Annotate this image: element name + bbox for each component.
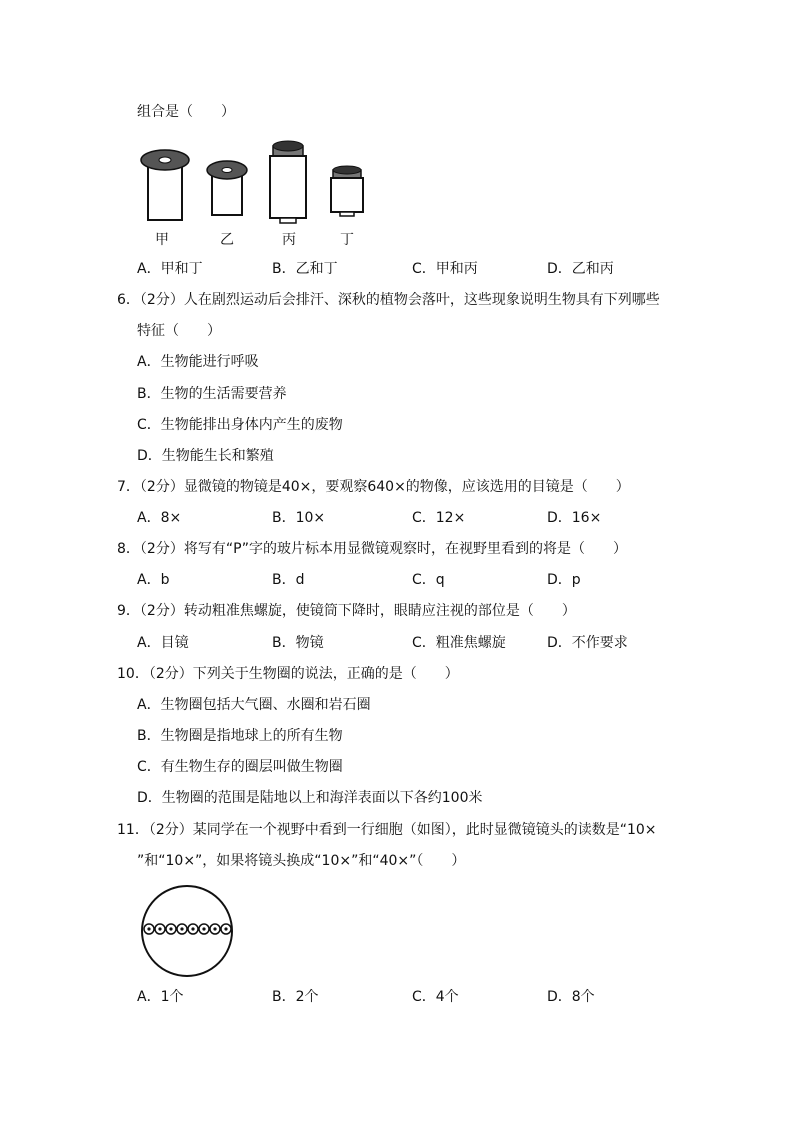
q7-option-d[interactable]: D．16× xyxy=(547,510,602,526)
q8-option-b[interactable]: B．d xyxy=(272,572,305,588)
q5-option-d[interactable]: D．乙和丙 xyxy=(547,261,614,277)
q8-option-a[interactable]: A．b xyxy=(137,572,170,588)
q11-microscope-field-figure xyxy=(140,884,234,978)
lens-bing-illustration xyxy=(270,141,306,223)
q11-stem-line1: 11．（2分）某同学在一个视野中看到一行细胞（如图），此时显微镜镜头的读数是“10× xyxy=(117,822,657,838)
q6-option-b[interactable]: B．生物的生活需要营养 xyxy=(137,386,287,402)
q9-option-a[interactable]: A．目镜 xyxy=(137,635,189,651)
lens-yi-illustration xyxy=(207,161,247,215)
q9-option-d[interactable]: D．不作要求 xyxy=(547,635,628,651)
q6-option-c[interactable]: C．生物能排出身体内产生的废物 xyxy=(137,417,343,433)
q6-stem-line2: 特征（ ） xyxy=(137,323,221,339)
q11-option-a[interactable]: A．1个 xyxy=(137,989,184,1005)
q11-stem-line2: ”和“10×”，如果将镜头换成“10×”和“40×”（ ） xyxy=(137,853,466,869)
q8-option-d[interactable]: D．p xyxy=(547,572,581,588)
q7-option-a[interactable]: A．8× xyxy=(137,510,182,526)
q6-stem-line1: 6．（2分）人在剧烈运动后会排汗、深秋的植物会落叶，这些现象说明生物具有下列哪些 xyxy=(117,292,660,308)
q7-option-c[interactable]: C．12× xyxy=(412,510,466,526)
q11-option-b[interactable]: B．2个 xyxy=(272,989,319,1005)
q6-option-d[interactable]: D．生物能生长和繁殖 xyxy=(137,448,274,464)
lens-jia-illustration xyxy=(141,150,189,220)
q5-option-c[interactable]: C．甲和丙 xyxy=(412,261,478,277)
lens-label-yi: 乙 xyxy=(220,232,234,248)
lens-label-ding: 丁 xyxy=(340,232,354,248)
q10-option-c[interactable]: C．有生物生存的圈层叫做生物圈 xyxy=(137,759,343,775)
q5-option-a[interactable]: A．甲和丁 xyxy=(137,261,203,277)
q6-option-a[interactable]: A．生物能进行呼吸 xyxy=(137,354,259,370)
q9-option-b[interactable]: B．物镜 xyxy=(272,635,324,651)
q7-option-b[interactable]: B．10× xyxy=(272,510,326,526)
lens-ding-illustration xyxy=(331,166,363,216)
q7-stem: 7．（2分）显微镜的物镜是40×，要观察640×的物像，应该选用的目镜是（ ） xyxy=(117,479,630,495)
q8-stem: 8．（2分）将写有“P”字的玻片标本用显微镜观察时，在视野里看到的将是（ ） xyxy=(117,541,628,557)
q11-option-d[interactable]: D．8个 xyxy=(547,989,595,1005)
q10-stem: 10．（2分）下列关于生物圈的说法，正确的是（ ） xyxy=(117,666,459,682)
q8-option-c[interactable]: C．q xyxy=(412,572,445,588)
q9-stem: 9．（2分）转动粗准焦螺旋，使镜筒下降时，眼睛应注视的部位是（ ） xyxy=(117,603,576,619)
q9-option-c[interactable]: C．粗准焦螺旋 xyxy=(412,635,506,651)
q11-option-c[interactable]: C．4个 xyxy=(412,989,459,1005)
lens-label-bing: 丙 xyxy=(282,232,296,248)
q5-stem-tail: 组合是（ ） xyxy=(137,104,235,120)
q10-option-d[interactable]: D．生物圈的范围是陆地以上和海洋表面以下各约100米 xyxy=(137,790,483,806)
q5-option-b[interactable]: B．乙和丁 xyxy=(272,261,338,277)
q10-option-a[interactable]: A．生物圈包括大气圈、水圈和岩石圈 xyxy=(137,697,371,713)
lens-label-jia: 甲 xyxy=(155,232,169,248)
q10-option-b[interactable]: B．生物圈是指地球上的所有生物 xyxy=(137,728,343,744)
